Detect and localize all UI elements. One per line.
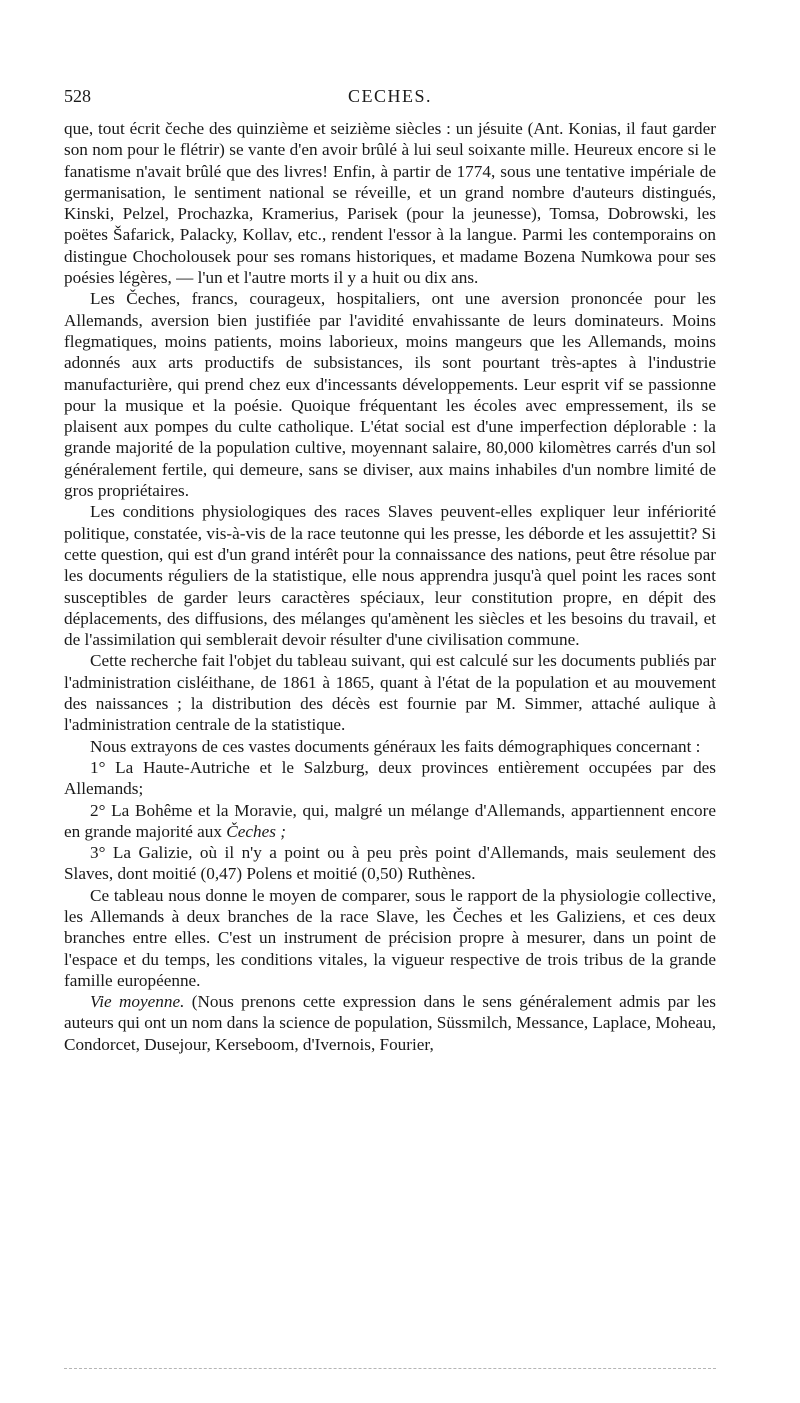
vie-moyenne-heading: Vie moyenne. xyxy=(90,992,185,1012)
paragraph-physiological-conditions: Les conditions physiologiques des races Slaves peuvent-elles expliquer leur infériorité politique, constatée, vis-à-vis de la race teutonne qui les presse, les déborde et les assujettit? Si cette question, qui est d'un grand intérêt pour la connaissance des nations, peut être résolue par les documents réguliers de la statistique, elle nous apprendra jusqu'à quel point les races sont susceptibles de garder leurs caractères spéciaux, leur constitution propre, en dépit des déplacements, des diffusions, des mélanges qu'amènent les siècles et les besoins du travail, et de l'assimilation qui semblerait devoir résulter d'une civilisation commune. xyxy=(64,502,716,650)
page-header xyxy=(64,86,716,110)
vie-moyenne-text: (Nous prenons cette expression dans le sens généralement admis par les auteurs qui ont un nom dans la science de population, Süssmilch, Messance, Laplace, Moheau, Condorcet, Dusejour, Kerseboom, d'Ivernois, Fourier, xyxy=(64,992,717,1054)
body-text xyxy=(64,118,716,1055)
running-title: CECHES. xyxy=(347,86,432,106)
paragraph-extracted-facts: Nous extrayons de ces vastes documents généraux les faits démographiques concernant : xyxy=(90,736,701,756)
footer-rule xyxy=(64,1368,716,1369)
paragraph-comparison: Ce tableau nous donne le moyen de comparer, sous le rapport de la physiologie collective, les Allemands à deux branches de la race Slave, les Čeches et les Galiziens, et ces deux branches entre elles. C'est un instrument de précision propre à mesurer, dans un point de l'espace et du temps, les conditions vitales, la vigueur respective de trois tribus de la grande famille européenne. xyxy=(64,885,716,990)
paragraph-table-sources: Cette recherche fait l'objet du tableau suivant, qui est calculé sur les documents publiés par l'administration cisléithane, de 1861 à 1865, quant à l'état de la population et au mouvement des naissances ; la distribution des décès est fournie par M. Simmer, attaché aulique à l'administration centrale de la statistique. xyxy=(64,651,716,735)
list-item-bohemia-moravia xyxy=(64,800,716,843)
paragraph-ceches-character: Les Čeches, francs, courageux, hospitaliers, ont une aversion prononcée pour les Allemands, aversion bien justifiée par l'avidité envahissante de leurs dominateurs. Moins flegmatiques, moins patients, moins laborieux, moins mangeurs que les Allemands, moins adonnés aux arts productifs de subsistances, ils sont pourtant très-aptes à l'industrie manufacturière, qui prend chez eux d'incessants développements. Leur esprit vif se passionne pour la musique et la poésie. Quoique fréquentant les écoles avec empressement, ils se plaisent aux pompes du culte catholique. L'état social est d'une imperfection déplorable : la grande majorité de la population cultive, moyennant salaire, 80,000 kilomètres carrés d'un sol généralement fertile, qui demeure, sans se diviser, aux mains inhabiles d'un nombre limité de gros propriétaires. xyxy=(64,289,716,501)
page-number: 528 xyxy=(64,86,91,106)
paragraph-vie-moyenne xyxy=(64,991,716,1055)
list-item-upper-austria: 1° La Haute-Autriche et le Salzburg, deux provinces entièrement occupées par des Allemands; xyxy=(64,757,716,799)
list-item-bohemia-text: 2° La Bohême et la Moravie, qui, malgré un mélange d'Allemands, appartiennent encore en grande majorité aux xyxy=(64,800,716,841)
paragraph-continuation: que, tout écrit čeche des quinzième et seizième siècles : un jésuite (Ant. Konias, il faut garder son nom pour le flétrir) se vante d'en avoir brûlé à lui seul soixante mille. Heureux encore si le fanatisme n'avait brûlé que des livres! Enfin, à partir de 1774, sous une tentative impériale de germanisation, le sentiment national se réveille, et un grand nombre d'auteurs distingués, Kinski, Pelzel, Prochazka, Kramerius, Parisek (pour la jeunesse), Tomsa, Dobrowski, les poëtes Šafarick, Palacky, Kollav, etc., rendent l'essor à la langue. Parmi les contemporains on distingue Chocholousek pour ses romans historiques, et madame Bozena Numkowa pour ses poésies légères, — l'un et l'autre morts il y a huit ou dix ans. xyxy=(64,119,716,288)
list-item-galicia: 3° La Galizie, où il n'y a point ou à peu près point d'Allemands, mais seulement des Slaves, dont moitié (0,47) Polens et moitié (0,50) Ruthènes. xyxy=(64,843,716,884)
list-item-bohemia-emphasis: Čeches ; xyxy=(226,821,286,841)
